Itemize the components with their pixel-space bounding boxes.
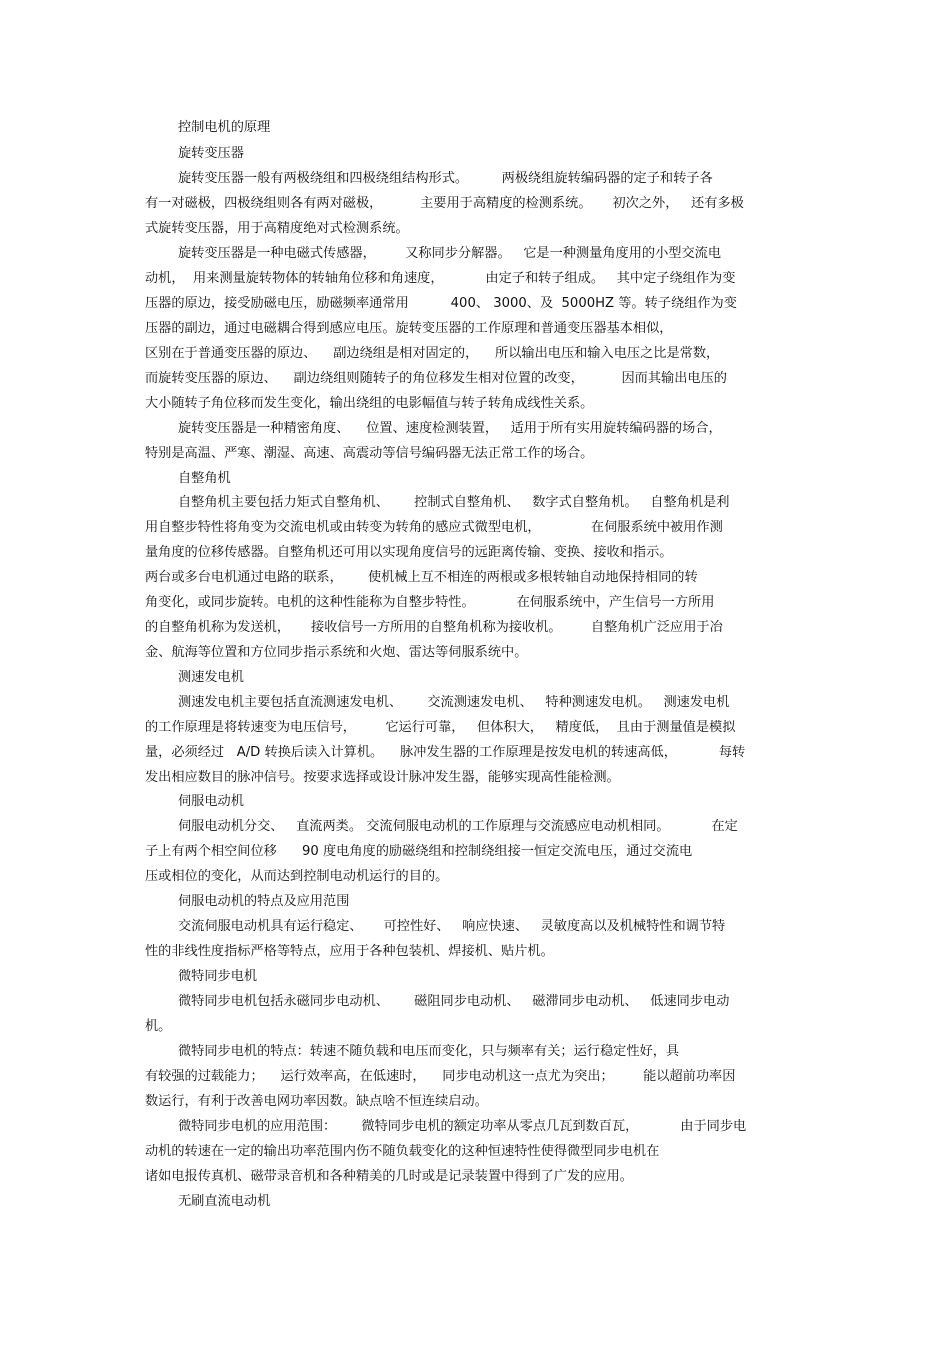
text-line: 性的非线性度指标严格等特点，应用于各种包装机、焊接机、贴片机。 bbox=[145, 944, 554, 959]
text-line: 旋转变压器是一种电磁式传感器， 又称同步分解器。 它是一种测量角度用的小型交流电 bbox=[178, 246, 722, 261]
text-line: 数运行，有利于改善电网功率因数。缺点啥不恒连续启动。 bbox=[145, 1094, 488, 1109]
text-line: 微特同步电机的应用范围： 微特同步电机的额定功率从零点几瓦到数百瓦， 由于同步电 bbox=[178, 1119, 747, 1134]
text-line: 旋转变压器是一种精密角度、 位置、速度检测装置， 适用于所有实用旋转编码器的场合， bbox=[178, 421, 722, 436]
text-line: 控制电机的原理 bbox=[178, 120, 271, 135]
text-line: 用自整步特性将角变为交流电机或由转变为转角的感应式微型电机， 在伺服系统中被用作测 bbox=[145, 520, 723, 535]
text-line: 微特同步电机 bbox=[178, 969, 258, 984]
text-line: 伺服电动机的特点及应用范围 bbox=[178, 894, 350, 909]
text-line: 子上有两个相空间位移 90 度电角度的励磁绕组和控制绕组接一恒定交流电压，通过交流电 bbox=[145, 844, 693, 859]
text-line: 旋转变压器 bbox=[178, 146, 244, 161]
text-line: 金、航海等位置和方位同步指示系统和火炮、雷达等伺服系统中。 bbox=[145, 645, 528, 660]
text-line: 有较强的过载能力； 运行效率高，在低速时， 同步电动机这一点尤为突出； 能以超前功率因 bbox=[145, 1069, 736, 1084]
text-line: 式旋转变压器，用于高精度绝对式检测系统。 bbox=[145, 221, 409, 236]
text-line: 有一对磁极，四极绕组则各有两对磁极， 主要用于高精度的检测系统。 初次之外， 还有多极 bbox=[145, 196, 744, 211]
text-line: 机。 bbox=[145, 1019, 172, 1034]
text-line: 伺服电动机分交、 直流两类。 交流伺服电动机的工作原理与交流感应电动机相同。 在定 bbox=[178, 819, 738, 834]
text-line: 测速发电机主要包括直流测速发电机、 交流测速发电机、 特种测速发电机。 测速发电机 bbox=[178, 695, 730, 710]
text-line: 交流伺服电动机具有运行稳定、 可控性好、 响应快速、 灵敏度高以及机械特性和调节特 bbox=[178, 919, 726, 934]
text-line: 特别是高温、严寒、潮湿、高速、高震动等信号编码器无法正常工作的场合。 bbox=[145, 446, 594, 461]
text-line: 动机， 用来测量旋转物体的转轴角位移和角速度， 由定子和转子组成。 其中定子绕组作为变 bbox=[145, 271, 736, 286]
text-line: 自整角机主要包括力矩式自整角机、 控制式自整角机、 数字式自整角机。 自整角机是利 bbox=[178, 495, 730, 510]
text-line: 压器的原边，接受励磁电压，励磁频率通常用 400、 3000、及 5000HZ 等。转子绕组作为变 bbox=[145, 296, 737, 311]
text-line: 测速发电机 bbox=[178, 670, 244, 685]
text-line: 旋转变压器一般有两极绕组和四极绕组结构形式。 两极绕组旋转编码器的定子和转子各 bbox=[178, 171, 713, 186]
text-line: 自整角机 bbox=[178, 471, 231, 486]
text-line: 大小随转子角位移而发生变化，输出绕组的电影幅值与转子转角成线性关系。 bbox=[145, 396, 594, 411]
text-line: 压器的副边，通过电磁耦合得到感应电压。旋转变压器的工作原理和普通变压器基本相似， bbox=[145, 321, 673, 336]
text-line: 无刷直流电动机 bbox=[178, 1194, 271, 1209]
text-line: 发出相应数目的脉冲信号。按要求选择或设计脉冲发生器，能够实现高性能检测。 bbox=[145, 770, 620, 785]
text-line: 的工作原理是将转速变为电压信号， 它运行可靠， 但体积大， 精度低， 且由于测量值是模拟 bbox=[145, 720, 736, 735]
text-line: 而旋转变压器的原边、 副边绕组则随转子的角位移发生相对位置的改变， 因而其输出电压的 bbox=[145, 371, 727, 386]
text-line: 诸如电报传真机、磁带录音机和各种精美的几时或是记录装置中得到了广发的应用。 bbox=[145, 1169, 633, 1184]
text-line: 动机的转速在一定的输出功率范围内伤不随负载变化的这种恒速特性使得微型同步电机在 bbox=[145, 1144, 660, 1159]
text-line: 量，必须经过 A/D 转换后读入计算机。 脉冲发生器的工作原理是按发电机的转速高低， 每转 bbox=[145, 745, 746, 760]
text-line: 微特同步电机包括永磁同步电动机、 磁阻同步电动机、 磁滞同步电动机、 低速同步电动 bbox=[178, 994, 730, 1009]
text-line: 角变化，或同步旋转。电机的这种性能称为自整步特性。 在伺服系统中，产生信号一方所用 bbox=[145, 595, 715, 610]
text-line: 区别在于普通变压器的原边、 副边绕组是相对固定的， 所以输出电压和输入电压之比是常数， bbox=[145, 346, 720, 361]
text-line: 两台或多台电机通过电路的联系， 使机械上互不相连的两根或多根转轴自动地保持相同的转 bbox=[145, 570, 698, 585]
text-line: 量角度的位移传感器。自整角机还可用以实现角度信号的远距离传输、变换、接收和指示。 bbox=[145, 545, 673, 560]
text-line: 压或相位的变化，从而达到控制电动机运行的目的。 bbox=[145, 869, 449, 884]
text-line: 伺服电动机 bbox=[178, 794, 244, 809]
text-line: 微特同步电机的特点：转速不随负载和电压而变化，只与频率有关；运行稳定性好，具 bbox=[178, 1044, 680, 1059]
text-line: 的自整角机称为发送机， 接收信号一方所用的自整角机称为接收机。 自整角机广泛应用于冶 bbox=[145, 620, 723, 635]
